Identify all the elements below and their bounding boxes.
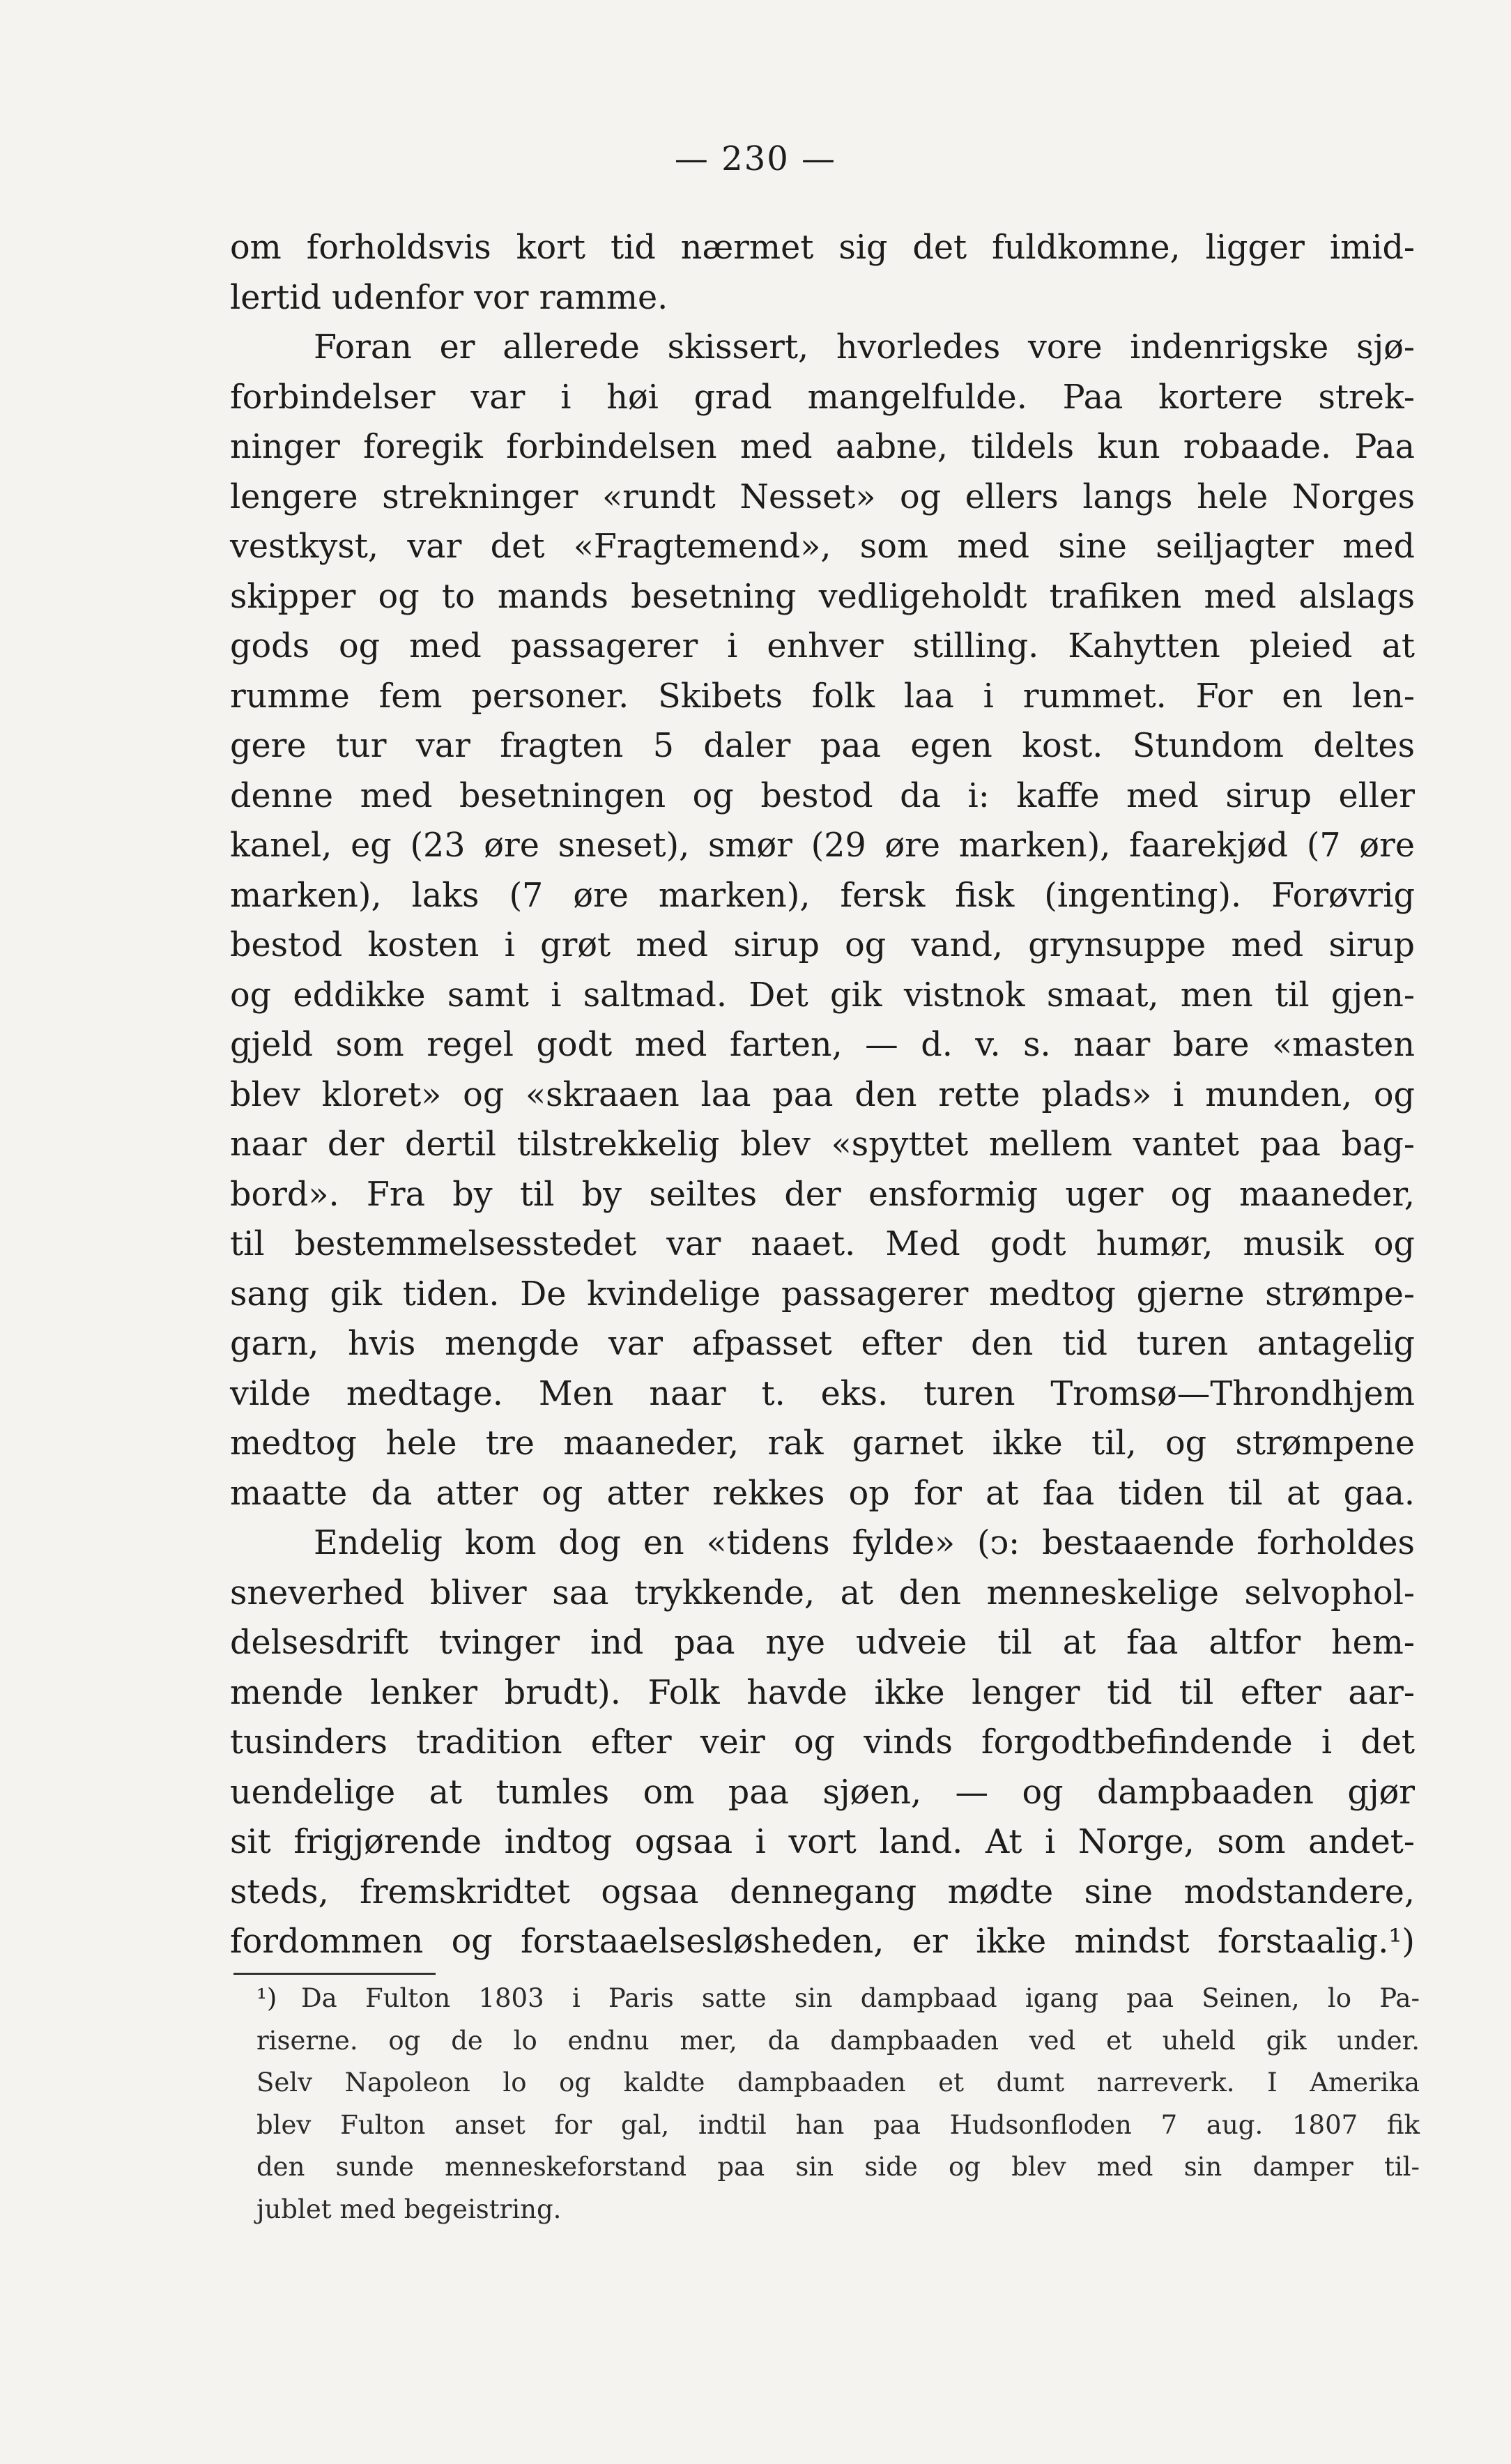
body-text [230, 223, 1415, 1967]
text-line: tusinders tradition efter veir og vinds forgodtbefindende i det [230, 1723, 1415, 1762]
text-line: maatte da atter og atter rekkes op for at faa tiden til at gaa. [230, 1474, 1415, 1513]
text-line: marken), laks (7 øre marken), fersk fisk (ingenting). Forøvrig [230, 876, 1415, 915]
text-line: blev kloret» og «skraaen laa paa den rette plads» i munden, og [230, 1075, 1415, 1114]
text-line: sit frigjørende indtog ogsaa i vort land. At i Norge, som andet- [230, 1823, 1415, 1861]
text-line: gods og med passagerer i enhver stilling. Kahytten pleied at [230, 627, 1415, 665]
text-line: gere tur var fragten 5 daler paa egen kost. Stundom deltes [230, 727, 1415, 765]
footnote-line: riserne. og de lo endnu mer, da dampbaaden ved et uheld gik under. [256, 2025, 1420, 2056]
text-line: vilde medtage. Men naar t. eks. turen Tromsø—Throndhjem [230, 1374, 1415, 1413]
text-line: denne med besetningen og bestod da i: kaffe med sirup eller [230, 776, 1415, 815]
text-line: medtog hele tre maaneder, rak garnet ikke til, og strømpene [230, 1424, 1415, 1463]
text-line: ninger foregik forbindelsen med aabne, tildels kun robaade. Paa [230, 428, 1415, 466]
text-line: rumme fem personer. Skibets folk laa i rummet. For en len- [230, 677, 1415, 716]
text-line: sang gik tiden. De kvindelige passagerer medtog gjerne strømpe- [230, 1275, 1415, 1314]
text-line: kanel, eg (23 øre sneset), smør (29 øre marken), faarekjød (7 øre [230, 826, 1415, 865]
page-number: — 230 — [674, 139, 837, 178]
text-line: garn, hvis mengde var afpasset efter den tid turen antagelig [230, 1325, 1415, 1363]
footnote-marker: ¹) [256, 1983, 277, 2013]
text-line: fordommen og forstaaelsesløsheden, er ikke mindst forstaalig.¹) [230, 1923, 1415, 1961]
text-line: bord». Fra by til by seiltes der ensformig uger og maaneder, [230, 1175, 1415, 1214]
text-line: bestod kosten i grøt med sirup og vand, grynsuppe med sirup [230, 926, 1415, 964]
text-line: til bestemmelsesstedet var naaet. Med godt humør, musik og [230, 1225, 1415, 1263]
footnote-line: Da Fulton 1803 i Paris satte sin dampbaad igang paa Seinen, lo Pa- [301, 1983, 1420, 2013]
text-line: om forholdsvis kort tid nærmet sig det fuldkomne, ligger imid- [230, 229, 1415, 267]
footnote-line: jublet med begeistring. [256, 2194, 562, 2224]
text-line: lengere strekninger «rundt Nesset» og ellers langs hele Norges [230, 477, 1415, 516]
text-line: forbindelser var i høi grad mangelfulde. Paa kortere strek- [230, 378, 1415, 417]
text-line: steds, fremskridtet ogsaa dennegang mødte sine modstandere, [230, 1872, 1415, 1911]
text-line: Endelig kom dog en «tidens fylde» (ↄ: bestaaende forholdes [314, 1524, 1415, 1562]
text-line: skipper og to mands besetning vedligeholdt trafiken med alslags [230, 577, 1415, 616]
footnote-line: den sunde menneskeforstand paa sin side og blev med sin damper til- [256, 2152, 1420, 2182]
footnote [256, 1978, 1420, 2231]
footnote-rule [233, 1973, 436, 1975]
text-line: lertid udenfor vor ramme. [230, 278, 668, 317]
text-line: vestkyst, var det «Fragtemend», som med sine seiljagter med [230, 528, 1415, 566]
text-line: naar der dertil tilstrekkelig blev «spyttet mellem vantet paa bag- [230, 1125, 1415, 1164]
footnote-line: blev Fulton anset for gal, indtil han paa Hudsonfloden 7 aug. 1807 fik [256, 2109, 1420, 2140]
text-line: delsesdrift tvinger ind paa nye udveie til at faa altfor hem- [230, 1624, 1415, 1662]
text-line: og eddikke samt i saltmad. Det gik vistnok smaat, men til gjen- [230, 976, 1415, 1015]
footnote-line: Selv Napoleon lo og kaldte dampbaaden et dumt narreverk. I Amerika [256, 2068, 1420, 2097]
text-line: gjeld som regel godt med farten, — d. v. s. naar bare «masten [230, 1026, 1415, 1064]
text-line: mende lenker brudt). Folk havde ikke lenger tid til efter aar- [230, 1673, 1415, 1712]
text-line: uendelige at tumles om paa sjøen, — og dampbaaden gjør [230, 1773, 1415, 1812]
text-line: sneverhed bliver saa trykkende, at den menneskelige selvophol- [230, 1573, 1415, 1612]
text-line: Foran er allerede skissert, hvorledes vore indenrigske sjø- [314, 328, 1415, 367]
